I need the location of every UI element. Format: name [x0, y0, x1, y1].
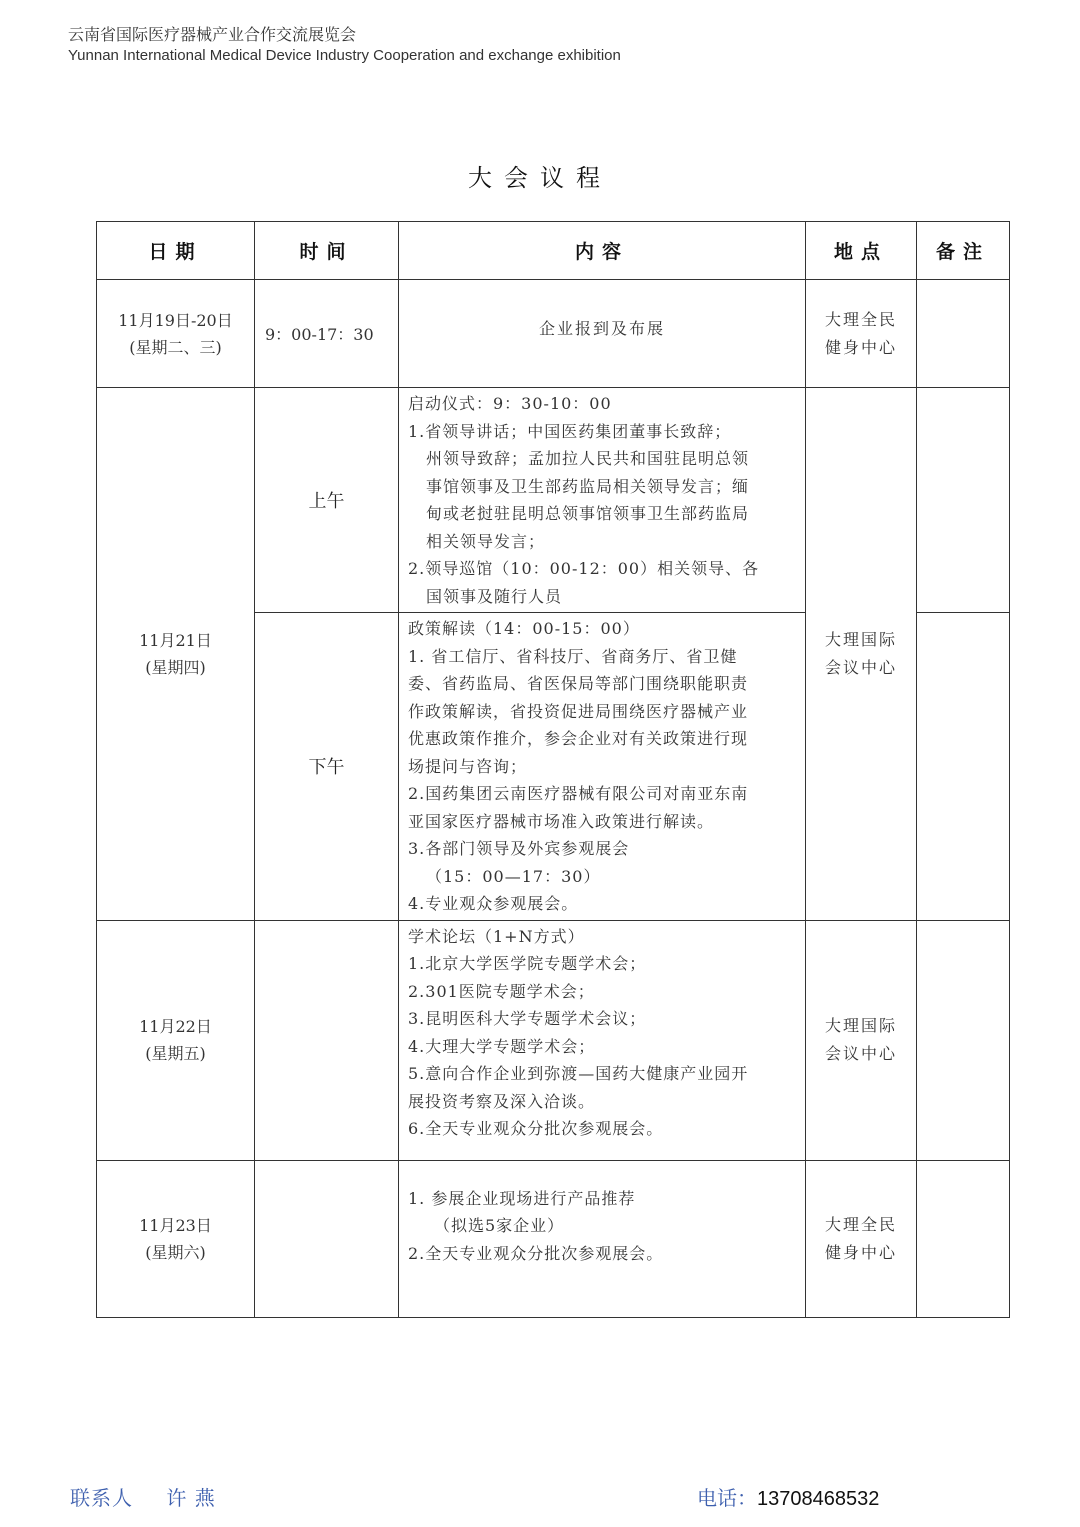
header-time: 时间	[255, 222, 399, 280]
row1-time: 9：00-17：30	[255, 280, 399, 388]
row3-date: 11月22日 (星期五)	[97, 920, 255, 1160]
footer-phone	[697, 1482, 879, 1511]
table-row	[97, 388, 1010, 613]
row3-content: 学术论坛（1+N方式） 1.北京大学医学院专题学术会； 2.301医院专题学术会； 3.昆明医科大学专题学术会议； 4.大理大学专题学术会； 5.意向合作企业到弥渡—国药大健康产业园开 展投资考察及深入洽谈。 6.全天专业观众分批次参观展会。	[399, 920, 806, 1160]
page-title: 大会议程	[468, 164, 612, 192]
row3-time	[255, 920, 399, 1160]
row1-content: 企业报到及布展	[399, 280, 806, 388]
row3-location: 大理国际 会议中心	[806, 920, 917, 1160]
phone-label: 电话：	[697, 1486, 757, 1510]
header-location: 地点	[806, 222, 917, 280]
row4-content: 1. 参展企业现场进行产品推荐 （拟选5家企业） 2.全天专业观众分批次参观展会。	[399, 1160, 806, 1317]
row2-am-content: 启动仪式：9：30-10：00 1.省领导讲话；中国医药集团董事长致辞； 州领导致辞；孟加拉人民共和国驻昆明总领 事馆领事及卫生部药监局相关领导发言；缅 甸或老挝驻昆明总领事馆领事卫生部药监局 相关领导发言； 2.领导巡馆（10：00-12：00）相关领导、各 国领事及随行人员	[399, 388, 806, 613]
row4-remark	[917, 1160, 1010, 1317]
row4-location: 大理全民 健身中心	[806, 1160, 917, 1317]
row1-remark	[917, 280, 1010, 388]
row2-am-remark	[917, 388, 1010, 613]
table-row	[97, 1160, 1010, 1317]
row4-time	[255, 1160, 399, 1317]
row1-location: 大理全民 健身中心	[806, 280, 917, 388]
row2-pm-label: 下午	[255, 613, 399, 921]
header-remark: 备注	[917, 222, 1010, 280]
row3-remark	[917, 920, 1010, 1160]
header-content: 内容	[399, 222, 806, 280]
header-org-cn: 云南省国际医疗器械产业合作交流展览会	[68, 25, 357, 44]
table-row	[97, 920, 1010, 1160]
row4-date: 11月23日 (星期六)	[97, 1160, 255, 1317]
agenda-table	[96, 221, 1010, 1318]
header-date: 日期	[97, 222, 255, 280]
row2-am-label: 上午	[255, 388, 399, 613]
contact-label: 联系人	[70, 1486, 133, 1510]
table-row	[97, 280, 1010, 388]
table-header-row	[97, 222, 1010, 280]
row1-date: 11月19日-20日 (星期二、三)	[97, 280, 255, 388]
footer-contact	[70, 1482, 216, 1511]
row2-pm-content: 政策解读（14：00-15：00） 1. 省工信厅、省科技厅、省商务厅、省卫健 委、省药监局、省医保局等部门围绕职能职责 作政策解读，省投资促进局围绕医疗器械产业 优惠政策作推介，参会企业对有关政策进行现 场提问与咨询； 2.国药集团云南医疗器械有限公司对南亚东南 亚国家医疗器械市场准入政策进行解读。 3.各部门领导及外宾参观展会 （15：00—17：30） 4.专业观众参观展会。	[399, 613, 806, 921]
row2-date: 11月21日 (星期四)	[97, 388, 255, 921]
header-org-en: Yunnan International Medical Device Industry Cooperation and exchange exhibition	[68, 47, 621, 64]
contact-name: 许 燕	[166, 1486, 216, 1510]
row2-pm-remark	[917, 613, 1010, 921]
phone-number: 13708468532	[757, 1488, 880, 1510]
row2-location: 大理国际 会议中心	[806, 388, 917, 921]
